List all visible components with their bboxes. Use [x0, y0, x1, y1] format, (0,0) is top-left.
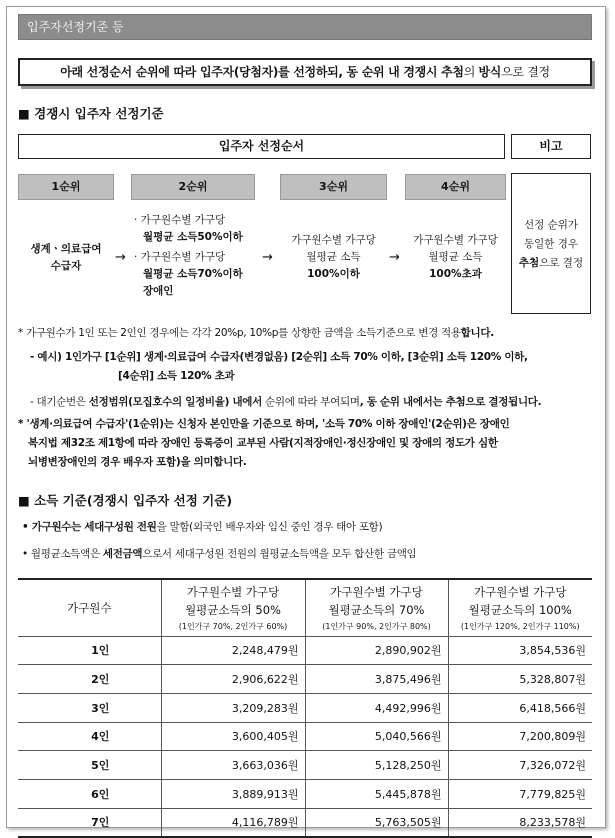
household-cell: 6인	[18, 779, 161, 808]
header-income-50	[161, 579, 305, 636]
amount-cell: 3,209,283원	[161, 693, 305, 722]
arrow-icon: →	[115, 250, 126, 265]
table-row	[18, 808, 592, 837]
header-sub: (1인가구 120%, 2인가구 110%)	[460, 622, 580, 632]
rank4-line: 월평균 소득	[428, 251, 483, 263]
rank2-description	[134, 212, 258, 300]
amount-cell: 3,875,496원	[305, 665, 448, 694]
header-household	[18, 579, 161, 636]
amount-cell: 7,200,809원	[448, 722, 592, 751]
summary-text: 의	[463, 65, 479, 79]
note-bold: 합니다.	[460, 327, 494, 339]
amount-cell: 6,418,566원	[448, 693, 592, 722]
amount-cell: 5,128,250원	[305, 751, 448, 780]
amount-cell: 5,445,878원	[305, 779, 448, 808]
rank3-line: 월평균 소득	[306, 251, 361, 263]
bullet-text: 을 말함(외국인 배우자와 임신 중인 경우 태아 포함)	[156, 521, 383, 533]
rank-label-2: 2순위	[131, 174, 255, 200]
selection-summary	[18, 58, 592, 86]
bullet-bold: 세전금액	[102, 548, 143, 560]
bullet-household-members	[22, 518, 382, 537]
amount-cell: 3,854,536원	[448, 636, 592, 665]
arrow-icon: →	[262, 250, 273, 265]
rank-label-1: 1순위	[18, 174, 114, 200]
note-line: 선정 순위가	[523, 219, 579, 231]
rank4-line: 가구원수별 가구당	[413, 234, 498, 246]
amount-cell: 5,763,505원	[305, 808, 448, 837]
note-bold: 선정범위(모집호수의 일정비율) 내에서	[88, 396, 262, 408]
header-line: 월평균소득의 70%	[328, 603, 425, 618]
note-text: - 대기순번은	[30, 396, 89, 408]
note-bold: , 동 순위 내에서는 추첨으로 결정	[359, 396, 509, 408]
bullet-bold: • 가구원수는 세대구성원 전원	[22, 521, 157, 533]
rank1-line: 생계ㆍ의료급여	[30, 243, 102, 255]
note-line: * '생계·의료급여 수급자'(1순위)는 신청자 본인만을 기준으로 하며, '소득 70% 이하 장애인'(2순위)은 장애인	[18, 418, 510, 430]
note-line: [4순위] 소득 120% 초과	[118, 370, 235, 382]
amount-cell: 3,600,405원	[161, 722, 305, 751]
amount-cell: 7,326,072원	[448, 751, 592, 780]
note-text: 으로 결정	[539, 257, 584, 269]
selection-order-header: 입주자 선정순서	[18, 134, 505, 159]
note-household-adjust	[18, 324, 494, 343]
section-title-income: ■ 소득 기준(경쟁시 입주자 선정 기준)	[18, 493, 233, 508]
note-bold: 추첨	[518, 257, 540, 269]
header-sub: (1인가구 70%, 2인가구 60%)	[178, 622, 288, 632]
header-sub: (1인가구 90%, 2인가구 80%)	[322, 622, 431, 632]
rank3-line: 100%이하	[307, 268, 360, 280]
amount-cell: 4,492,996원	[305, 693, 448, 722]
note-example	[30, 348, 528, 386]
note-line	[512, 254, 590, 273]
note-text: 순위에 따라 부여되며	[261, 396, 360, 408]
summary-text: 방식	[478, 65, 502, 79]
table-row	[18, 779, 592, 808]
rank2-line: · 가구원수별 가구당	[134, 214, 226, 226]
amount-cell: 4,116,789원	[161, 808, 305, 837]
rank4-line: 100%초과	[429, 268, 482, 280]
rank1-description	[18, 241, 114, 275]
rank-label-4: 4순위	[405, 174, 506, 200]
bullet-text: 으로서 세대구성원 전원의 월평균소득액을 모두 합산한 금액임	[142, 548, 417, 560]
income-criteria-table	[18, 578, 592, 838]
household-cell: 2인	[18, 665, 161, 694]
note-line: 복지법 제32조 제1항에 따라 장애인 등록증이 교부된 사람(지적장애인·정신장애인 및 장애의 정도가 심한	[28, 437, 498, 449]
header-line: 가구원수별 가구당	[473, 585, 567, 600]
amount-cell: 2,906,622원	[161, 665, 305, 694]
rank1-line: 수급자	[50, 260, 82, 272]
household-cell: 4인	[18, 722, 161, 751]
table-row	[18, 636, 592, 665]
household-cell: 7인	[18, 808, 161, 837]
bullet-monthly-income	[22, 545, 416, 564]
header-line: 가구원수별 가구당	[330, 585, 423, 600]
household-cell: 5인	[18, 751, 161, 780]
amount-cell: 3,889,913원	[161, 779, 305, 808]
note-line: - 예시) 1인가구 [1순위] 생계·의료급여 수급자(변경없음) [2순위] 소득 70% 이하, [3순위] 소득 120% 이하,	[30, 351, 528, 363]
summary-text: 으로 결정	[501, 65, 550, 79]
header-line: 월평균소득의 100%	[468, 603, 572, 618]
rank3-line: 가구원수별 가구당	[291, 234, 376, 246]
header-line: 가구원수별 가구당	[186, 585, 280, 600]
bullet-text: • 월평균소득액은	[22, 548, 103, 560]
note-line: 동일한 경우	[523, 238, 579, 250]
rank2-line: 장애인	[143, 285, 174, 297]
header-income-70	[305, 579, 448, 636]
note-line: 뇌병변장애인의 경우 배우자 포함)을 의미합니다.	[28, 456, 247, 468]
amount-cell: 3,663,036원	[161, 751, 305, 780]
rank2-line: 월평균 소득50%이하	[143, 231, 243, 243]
arrow-icon: →	[389, 250, 400, 265]
table-row	[18, 693, 592, 722]
table-row	[18, 751, 592, 780]
amount-cell: 8,233,578원	[448, 808, 592, 837]
table-row	[18, 665, 592, 694]
section-title-selection: ■ 경쟁시 입주자 선정기준	[18, 106, 164, 121]
summary-text: 아래 선정순서 순위에 따라 입주자(당첨자)를 선정하되, 동 순위 내 경쟁시 추첨	[60, 65, 464, 79]
rank2-line: 월평균 소득70%이하	[143, 268, 243, 280]
header-label: 가구원수	[67, 600, 112, 615]
household-cell: 3인	[18, 693, 161, 722]
rank4-description	[405, 232, 506, 283]
amount-cell: 2,890,902원	[305, 636, 448, 665]
rank2-line: · 가구원수별 가구당	[134, 251, 226, 263]
note-header: 비고	[511, 134, 591, 159]
note-bold: 됩니다.	[508, 396, 542, 408]
amount-cell: 5,040,566원	[305, 722, 448, 751]
header-line: 월평균소득의 50%	[185, 603, 281, 618]
tie-break-note	[511, 173, 591, 314]
amount-cell: 5,328,807원	[448, 665, 592, 694]
note-waiting-number	[30, 393, 541, 412]
note-eligibility	[18, 415, 509, 472]
note-text: * 가구원수가 1인 또는 2인인 경우에는 각각 20%p, 10%p를 상향한 금액을 소득기준으로 변경 적용	[18, 327, 461, 339]
header-income-100	[448, 579, 592, 636]
amount-cell: 2,248,479원	[161, 636, 305, 665]
rank-label-3: 3순위	[280, 174, 387, 200]
household-cell: 1인	[18, 636, 161, 665]
rank3-description	[280, 232, 387, 283]
amount-cell: 7,779,825원	[448, 779, 592, 808]
table-row	[18, 722, 592, 751]
page-title: 입주자선정기준 등	[18, 14, 592, 40]
table-header-row	[18, 579, 592, 636]
